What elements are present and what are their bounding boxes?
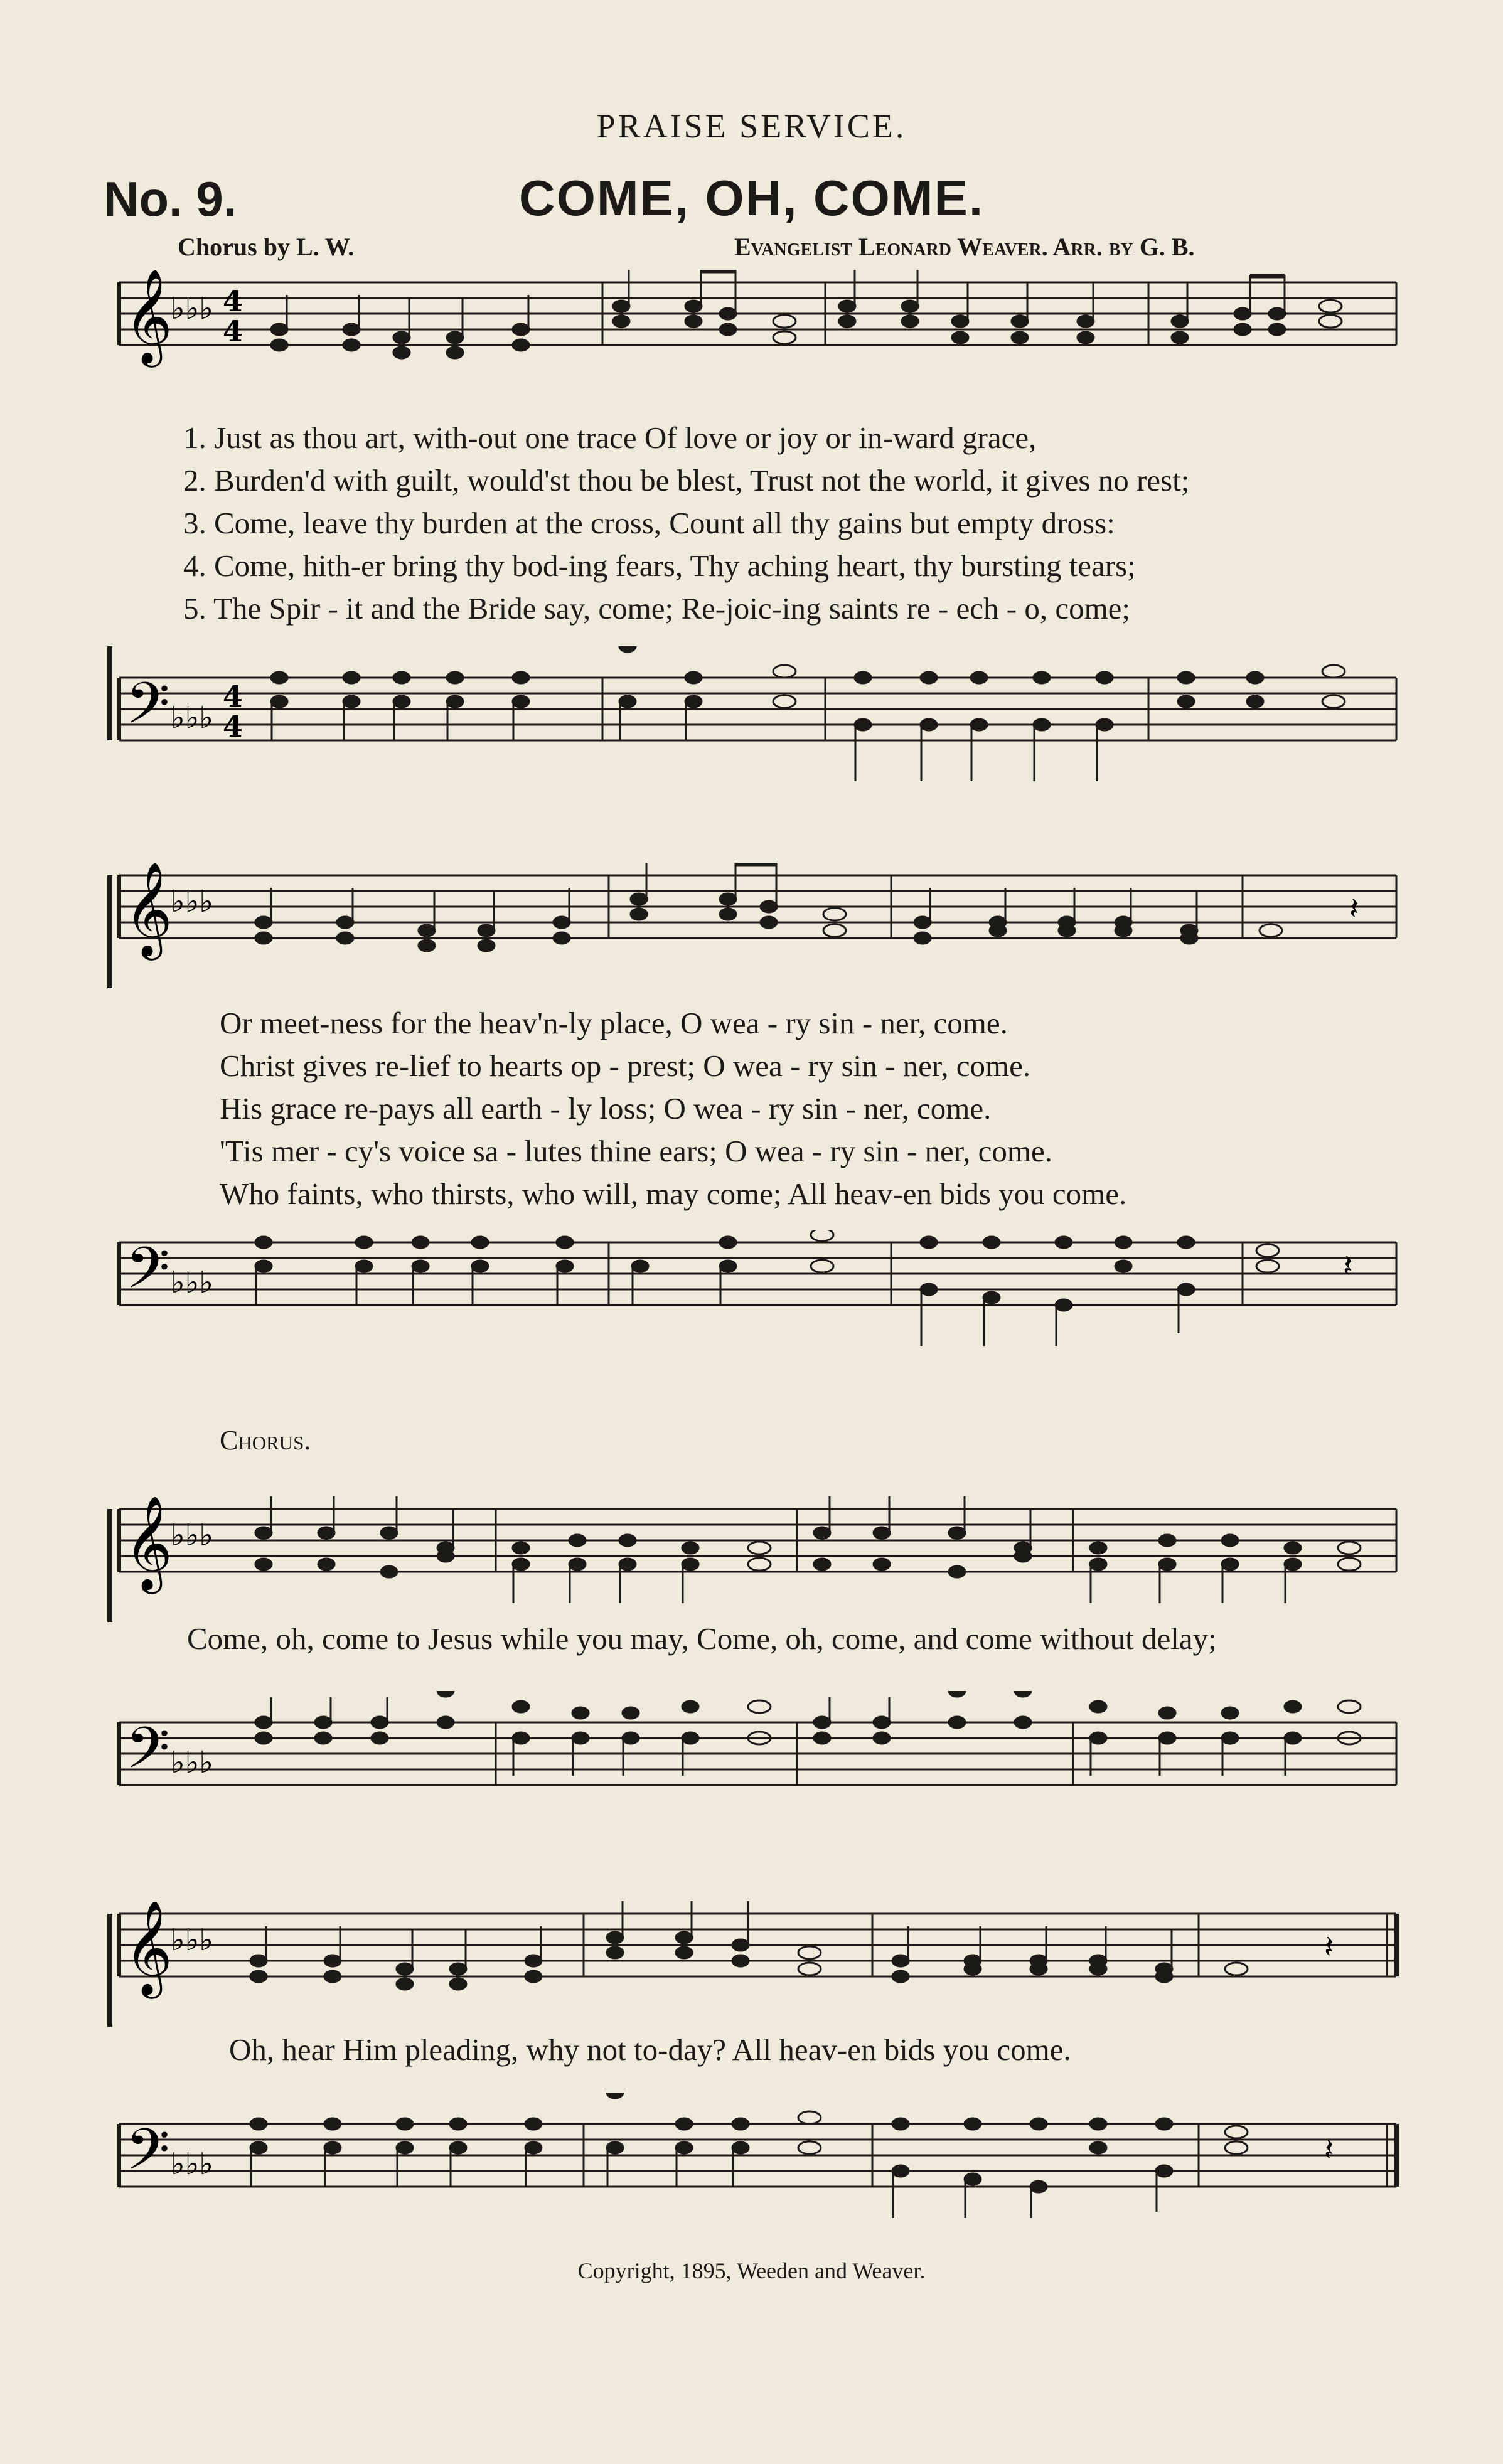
treble-clef-icon: 𝄞 bbox=[124, 270, 173, 363]
svg-text:𝄞: 𝄞 bbox=[124, 863, 173, 956]
time-signature-top: 4 bbox=[223, 284, 243, 318]
hymn-number: No. 9. bbox=[104, 171, 237, 227]
svg-text:𝄽: 𝄽 bbox=[1324, 2131, 1334, 2168]
section-title: PRAISE SERVICE. bbox=[596, 107, 907, 145]
svg-text:♭♭♭: ♭♭♭ bbox=[171, 1518, 213, 1553]
bass-clef-icon: 𝄢 bbox=[126, 670, 170, 750]
svg-text:♭♭♭: ♭♭♭ bbox=[171, 2147, 213, 2182]
verse-3-line-2: His grace re-pays all earth - ly loss; O wea - ry sin - ner, come. bbox=[220, 1091, 992, 1126]
verses-part-2 bbox=[220, 1002, 1126, 1215]
system-2-bass-staff bbox=[94, 1230, 1406, 1380]
key-flats-icon: ♭♭♭ bbox=[171, 291, 213, 326]
system-3-treble-staff bbox=[94, 1496, 1406, 1622]
verse-2-line-2: Christ gives re-lief to hearts op - prest; O wea - ry sin - ner, come. bbox=[220, 1048, 1031, 1083]
system-1-bass-staff bbox=[94, 646, 1406, 797]
svg-text:𝄞: 𝄞 bbox=[124, 1496, 173, 1590]
verse-1-line-1: 1. Just as thou art, with-out one trace Of love or joy or in-ward grace, bbox=[183, 420, 1037, 455]
lyricist-credit: Chorus by L. W. bbox=[178, 233, 355, 261]
composer-credit: Evangelist Leonard Weaver. Arr. by G. B. bbox=[734, 233, 1195, 261]
chorus-label: Chorus. bbox=[220, 1425, 311, 1456]
chorus-line-1: Come, oh, come to Jesus while you may, Come, oh, come, and come without delay; bbox=[187, 1621, 1217, 1656]
system-2-treble-staff bbox=[94, 863, 1406, 988]
svg-text:𝄽: 𝄽 bbox=[1324, 1929, 1334, 1965]
verse-3-line-1: 3. Come, leave thy burden at the cross, Count all thy gains but empty dross: bbox=[183, 506, 1115, 540]
svg-text:4: 4 bbox=[223, 680, 243, 713]
verse-4-line-2: 'Tis mer - cy's voice sa - lutes thine ears; O wea - ry sin - ner, come. bbox=[220, 1134, 1052, 1168]
verses-part-1 bbox=[183, 417, 1189, 630]
verse-4-line-1: 4. Come, hith-er bring thy bod-ing fears, Thy aching heart, thy bursting tears; bbox=[183, 548, 1136, 583]
svg-text:♭♭♭: ♭♭♭ bbox=[171, 1923, 213, 1958]
verse-5-line-2: Who faints, who thirsts, who will, may come; All heav-en bids you come. bbox=[220, 1176, 1127, 1211]
verse-2-line-1: 2. Burden'd with guilt, would'st thou be blest, Trust not the world, it gives no rest; bbox=[183, 463, 1190, 498]
chorus-line-2: Oh, hear Him pleading, why not to-day? All heav-en bids you come. bbox=[229, 2032, 1071, 2067]
svg-text:𝄢: 𝄢 bbox=[126, 1235, 170, 1315]
svg-text:𝄢: 𝄢 bbox=[126, 1715, 170, 1795]
hymn-title: COME, OH, COME. bbox=[518, 170, 985, 226]
time-signature-bottom: 4 bbox=[223, 314, 243, 348]
system-4-treble-staff bbox=[94, 1901, 1406, 2027]
system-1-treble-staff bbox=[94, 270, 1406, 395]
svg-text:♭♭♭: ♭♭♭ bbox=[171, 1265, 213, 1300]
svg-text:𝄽: 𝄽 bbox=[1349, 890, 1359, 927]
svg-text:♭♭♭: ♭♭♭ bbox=[171, 884, 213, 919]
svg-text:𝄽: 𝄽 bbox=[1343, 1248, 1353, 1284]
verse-1-line-2: Or meet-ness for the heav'n-ly place, O wea - ry sin - ner, come. bbox=[220, 1006, 1008, 1040]
system-4-bass-staff bbox=[94, 2093, 1406, 2218]
copyright-notice: Copyright, 1895, Weeden and Weaver. bbox=[577, 2258, 926, 2283]
bass-key-flats-icon: ♭♭♭ bbox=[171, 700, 213, 735]
verse-5-line-1: 5. The Spir - it and the Bride say, come; Re-joic-ing saints re - ech - o, come; bbox=[183, 591, 1131, 626]
svg-text:𝄢: 𝄢 bbox=[126, 2116, 170, 2197]
svg-text:4: 4 bbox=[223, 710, 243, 744]
svg-text:♭♭♭: ♭♭♭ bbox=[171, 1745, 213, 1780]
system-3-bass-staff bbox=[94, 1691, 1406, 1816]
svg-text:𝄞: 𝄞 bbox=[124, 1901, 173, 1995]
